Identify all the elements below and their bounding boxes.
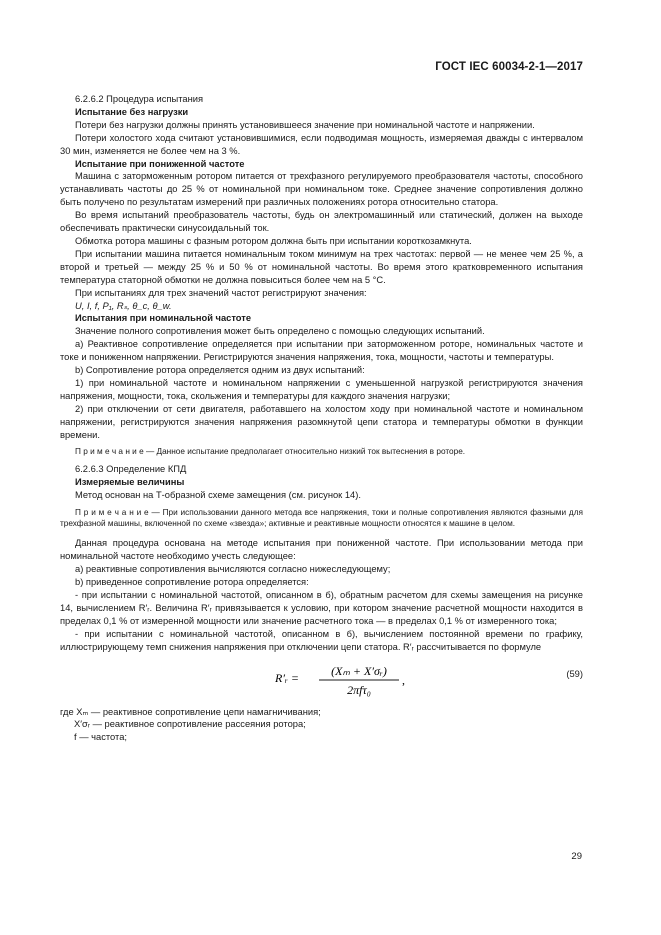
formula-lhs: R′ᵣ = (275, 670, 300, 685)
page-number: 29 (571, 851, 582, 862)
paragraph: При испытании машина питается номинальным током минимум на трех частотах: первой — не менее чем 25 %, а второй и третьей — между 25 % и 50 % от номинальной частоты. Во время этого кратковременного испытания температура статорной обмотки не должна повыситься более чем на 5 °С. (60, 248, 583, 285)
paragraph: При испытаниях для трех значений частот регистрируют значения: (75, 287, 367, 298)
list-item: 2) при отключении от сети двигателя, работавшего на холостом ходу при номинальной частоте и номинальном напряжении, регистрируются значения напряжения разомкнутой цепи статора и температуры обмотки в функции времени. (60, 403, 583, 440)
note-2 (60, 507, 583, 530)
list-item: 1) при номинальной частоте и номинальном напряжении с уменьшенной нагрузкой регистрируются значения напряжения, мощности, тока, скольжения и температуры для каждого значения нагрузки; (60, 377, 583, 401)
note-label: П р и м е ч а н и е (75, 447, 144, 457)
where-item: где Xₘ — реактивное сопротивление цепи намагничивания; (60, 706, 321, 717)
section-6-2-6-2: 6.2.6.2 Процедура испытания (75, 94, 204, 104)
note-text: — Данное испытание предполагает относительно низкий ток вытеснения в роторе. (143, 447, 466, 457)
list-item: b) приведенное сопротивление ротора определяется: (75, 577, 309, 588)
note-1 (60, 446, 583, 457)
paragraph: Потери холостого хода считают установившимися, если подводимая мощность, измеряемая дважды с интервалом 30 мин, изменяется не более чем на 3 %. (60, 132, 583, 156)
doc-code: ГОСТ IEC 60034-2-1—2017 (435, 61, 583, 73)
paragraph: Значение полного сопротивления может быть определено с помощью следующих испытаний. (75, 326, 485, 337)
formula-comma: , (402, 672, 405, 687)
note-text: — При использовании данного метода все напряжения, токи и полные сопротивления являются фазными для трехфазной машины, включенной по схеме «звезда»; активные и реактивные мощности относятся к машине в целом. (60, 507, 584, 528)
document-body (60, 93, 583, 744)
paragraph: Во время испытаний преобразователь частоты, будь он электромашинный или статический, должен на выходе обеспечивать практически синусоидальный ток. (60, 210, 583, 234)
paragraph: Обмотка ротора машины с фазным ротором должна быть при испытании короткозамкнута. (75, 235, 472, 246)
list-item: b) Сопротивление ротора определяется одним из двух испытаний: (75, 365, 365, 376)
paragraph: Потери без нагрузки должны принять установившееся значение при номинальной частоте и напряжении. (75, 119, 535, 130)
list-item: a) Реактивное сопротивление определяется при испытании при заторможенном роторе, номинальных частоте и токе и пониженном напряжении. Регистрируются значения напряжения, тока, мощности, частоты и температуры. (60, 339, 583, 363)
subheading-nominal: Испытания при номинальной частоте (75, 313, 252, 324)
subheading-measured: Измеряемые величины (75, 476, 185, 487)
list-item: a) реактивные сопротивления вычисляются согласно нижеследующему; (75, 564, 391, 575)
where-item: f — частота; (74, 732, 128, 743)
where-item: X′σᵣ — реактивное сопротивление рассеяния ротора; (74, 719, 306, 730)
paragraph: Метод основан на Т-образной схеме замещения (см. рисунок 14). (75, 489, 361, 500)
formula-denominator: 2πfτ₀ (347, 682, 371, 697)
subheading-noload: Испытание без нагрузки (75, 106, 189, 117)
formula-expression (275, 660, 425, 706)
formula-number: (59) (566, 668, 583, 679)
section-6-2-6-3: 6.2.6.3 Определение КПД (75, 463, 187, 474)
variables-list: U, I, f, P₁, Rₛ, θ_c, θ_w. (75, 300, 172, 311)
formula-numerator: (Xₘ + X′σᵣ) (331, 663, 387, 678)
paragraph: Машина с заторможенным ротором питается от трехфазного регулируемого преобразователя частоты, способного устанавливать частоты до 25 % от номинальной при номинальном токе. Среднее значение сопротивления должно быть получено по результатам измерений при различных положениях ротора относительно статора. (60, 171, 583, 208)
subheading-reduced: Испытание при пониженной частоте (75, 158, 245, 169)
list-item: - при испытании с номинальной частотой, описанном в б), вычислением постоянной времени по графику, иллюстрирующему темп снижения напряжения при отключении цепи статора. R′ᵣ рассчитывается по формуле (60, 628, 583, 652)
list-item: - при испытании с номинальной частотой, описанном в б), обратным расчетом для схемы замещения на рисунке 14, вычислением R′ᵣ. Величина R′ᵣ привязывается к условию, при котором значение расчетной мощности находится в пределах 0,1 % от измеренной мощности или значение расчетного тока — в пределах 0,1 % от измеренного тока; (60, 590, 583, 626)
paragraph: Данная процедура основана на методе испытания при пониженной частоте. При использовании метода при номинальной частоте необходимо учесть следующее: (60, 538, 583, 562)
formula-59 (60, 658, 583, 706)
note-label: П р и м е ч а н и е (75, 507, 149, 517)
